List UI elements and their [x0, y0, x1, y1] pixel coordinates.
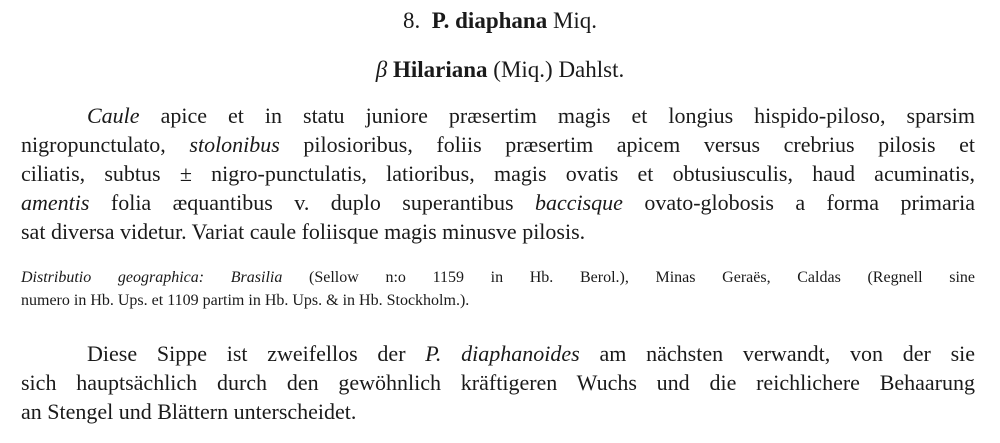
distribution-line: numero in Hb. Ups. et 1109 partim in Hb. Ups. & in Hb. Stockholm.).	[21, 292, 470, 309]
variety-name: Hilariana	[392, 57, 488, 82]
distribution-label: Distributio geographica: Brasilia	[21, 269, 283, 286]
description-line: ciliatis, subtus ± nigro-punctulatis, latioribus, magis ovatis et obtusiusculis, haud acuminatis,	[21, 161, 975, 186]
species-name: P. diaphana	[431, 8, 548, 33]
description-line: Caule apice et in statu juniore præsertim magis et longius hispido-piloso, sparsim	[87, 103, 975, 128]
description-line: amentis folia æquantibus v. duplo superantibus baccisque ovato-globosis a forma primaria	[21, 190, 975, 215]
description-line: nigropunctulato, stolonibus pilosioribus, foliis præsertim apicem versus crebrius pilosis et	[21, 132, 975, 157]
distribution-line: Distributio geographica: Brasilia (Sellow n:o 1159 in Hb. Berol.), Minas Geraës, Caldas (Regnell sine	[21, 269, 976, 286]
variety-greek-letter: β	[375, 57, 388, 82]
note-line: an Stengel und Blättern unterscheidet.	[21, 399, 357, 424]
variety-heading	[0, 57, 1000, 83]
note-line: sich hauptsächlich durch den gewöhnlich kräftigeren Wuchs und die reichlichere Behaarung	[21, 370, 975, 395]
description-line: sat diversa videtur. Variat caule foliisque magis minusve pilosis.	[21, 219, 586, 244]
species-number: 8.	[402, 8, 421, 33]
species-author: Miq.	[552, 8, 598, 33]
species-heading	[0, 8, 1000, 34]
note-line: Diese Sippe ist zweifellos der P. diaphanoides am nächsten verwandt, von der sie	[87, 341, 976, 366]
variety-author: (Miq.) Dahlst.	[493, 57, 625, 82]
